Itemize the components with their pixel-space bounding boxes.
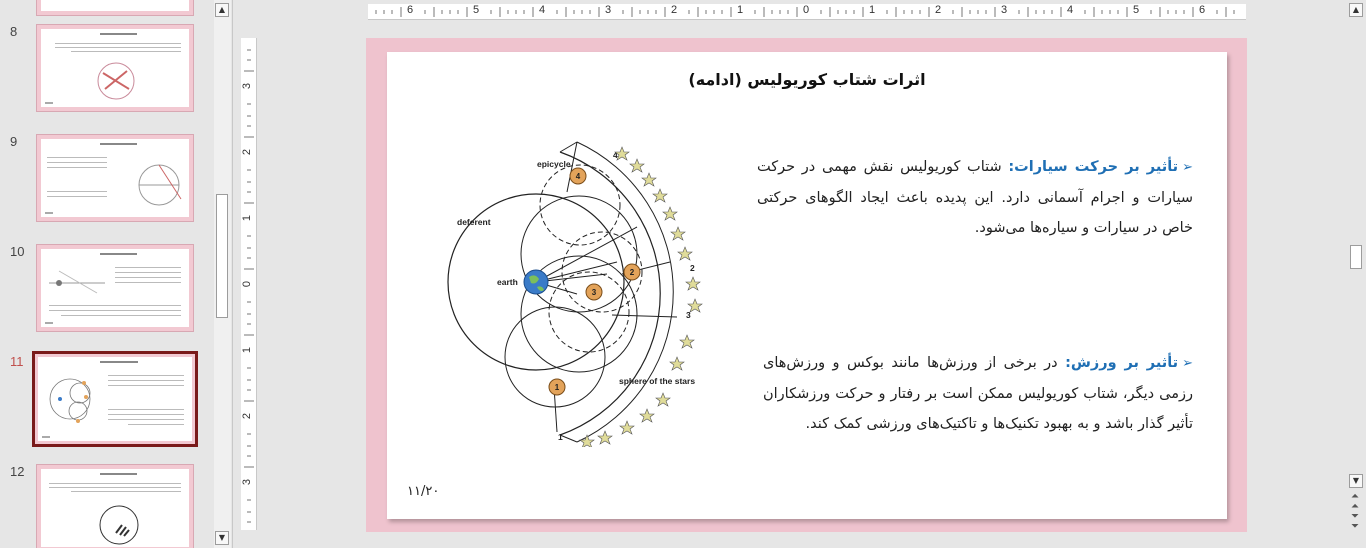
thumbnail-figure-icon xyxy=(91,59,141,103)
tick-label: 4 xyxy=(613,150,618,160)
slide-thumbnail-number: 9 xyxy=(10,134,18,149)
slide-thumbnail-frame xyxy=(36,464,194,548)
slide-content-area[interactable] xyxy=(387,52,1227,519)
bullet-planets[interactable] xyxy=(757,152,1193,243)
vertical-ruler[interactable]: 3 2 1 0 1 2 3 xyxy=(241,38,257,530)
scroll-down-icon[interactable]: ▼ xyxy=(215,531,229,545)
slide-number: ۱۱/۲۰ xyxy=(407,484,440,499)
ptolemaic-diagram[interactable] xyxy=(427,137,727,447)
bullet-text: در برخی از ورزش‌ها مانند بوکس و ورزش‌های رزمی دیگر، شتاب کوریولیس ممکن است بر رفتار و حرکت ورزشکاران تأثیر گذار باشد و به بهبود تکنیک‌ها و تاکتیک‌های ورزشی کمک کند. xyxy=(763,355,1193,432)
earth-label: earth xyxy=(497,277,518,287)
bullet-heading: تأثیر بر ورزش: xyxy=(1065,355,1179,371)
slide-thumbnail-frame xyxy=(36,134,194,222)
next-slide-icon[interactable]: ⏷ ⏷ xyxy=(1351,511,1359,532)
slide-thumbnail-frame xyxy=(32,351,198,447)
editor-scrollbar[interactable] xyxy=(1348,0,1365,548)
slide-title[interactable]: اثرات شتاب کوریولیس (ادامه) xyxy=(688,70,926,89)
planet-label: 3 xyxy=(591,288,597,297)
slide-thumbnail-number: 12 xyxy=(10,464,25,479)
slide-canvas[interactable] xyxy=(366,38,1247,532)
ruler-ticks xyxy=(241,38,257,530)
scroll-up-icon[interactable]: ▲ xyxy=(1349,3,1363,17)
tick-label: 1 xyxy=(558,432,563,442)
slide-thumbnail-number: 11 xyxy=(10,354,24,369)
slide-thumbnail-12[interactable] xyxy=(0,464,214,548)
thumbnail-figure-icon xyxy=(47,263,107,299)
sphere-label: sphere of the stars xyxy=(619,376,696,386)
slide-thumbnail-pane xyxy=(0,0,214,548)
slide-thumbnail-number: 10 xyxy=(10,244,25,259)
bullet-sports[interactable] xyxy=(763,348,1193,439)
slide-thumbnail-10[interactable] xyxy=(0,244,214,334)
slide-thumbnail-11[interactable] xyxy=(0,354,214,444)
arrow-bullet-icon: ➢ xyxy=(1182,160,1193,175)
deferent-label: deferent xyxy=(457,217,491,227)
thumbnail-scrollbar[interactable] xyxy=(214,0,231,548)
bullet-heading: تأثیر بر حرکت سیارات: xyxy=(1008,159,1179,175)
slide-thumbnail-number: 8 xyxy=(10,24,18,39)
bullet-text: شتاب کوریولیس نقش مهمی در حرکت سیارات و اجرام آسمانی دارد. این پدیده باعث ایجاد الگوهای حرکتی خاص در سیارات و سیاره‌ها می‌شود. xyxy=(757,159,1193,236)
scrollbar-thumb[interactable] xyxy=(1350,245,1362,269)
scrollbar-thumb[interactable] xyxy=(216,194,228,318)
pane-divider[interactable] xyxy=(232,0,233,548)
tick-label: 2 xyxy=(690,263,695,273)
slide-thumbnail-9[interactable] xyxy=(0,134,214,224)
thumbnail-figure-icon xyxy=(44,369,104,429)
scroll-up-icon[interactable]: ▲ xyxy=(215,3,229,17)
epicycle-label: epicycle xyxy=(537,159,571,169)
planet-label: 1 xyxy=(554,383,560,392)
slide-thumbnail-frame xyxy=(36,244,194,332)
slide-thumbnail-8[interactable] xyxy=(0,24,214,114)
previous-slide-icon[interactable]: ⏶ ⏶ xyxy=(1351,491,1359,512)
slide-thumbnail-7[interactable] xyxy=(0,0,214,18)
scroll-down-icon[interactable]: ▼ xyxy=(1349,474,1363,488)
thumbnail-figure-icon xyxy=(96,503,142,547)
horizontal-ruler[interactable]: 6 5 4 3 2 1 0 1 2 3 4 5 6 xyxy=(368,4,1246,20)
planet-label: 2 xyxy=(629,268,635,277)
planet-label: 4 xyxy=(575,172,581,181)
arrow-bullet-icon: ➢ xyxy=(1182,356,1193,371)
tick-label: 3 xyxy=(686,310,691,320)
slide-thumbnail-frame xyxy=(36,24,194,112)
ruler-ticks xyxy=(368,4,1246,20)
thumbnail-figure-icon xyxy=(131,159,187,209)
